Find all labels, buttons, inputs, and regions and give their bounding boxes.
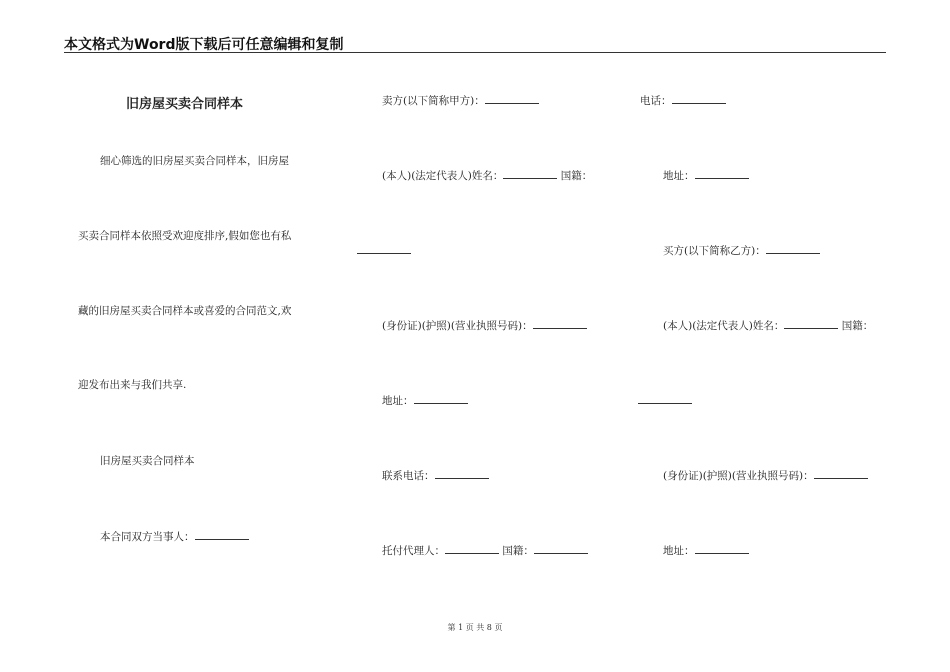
agent-address-blank <box>695 168 749 179</box>
seller-address-label: 地址： <box>382 395 414 407</box>
agent-label: 托付代理人： <box>382 545 445 557</box>
buyer-id-label: (身份证)(护照)(营业执照号码)： <box>663 470 814 482</box>
seller-nationality-label: 国籍： <box>560 170 593 182</box>
seller-id-label: (身份证)(护照)(营业执照号码)： <box>382 320 533 332</box>
buyer-id-blank <box>814 468 868 479</box>
seller-tel-label: 电话： <box>640 95 672 107</box>
seller-address-blank <box>414 393 468 404</box>
seller-tel-field <box>640 93 726 108</box>
seller-nationality-blank <box>357 253 411 254</box>
buyer-nationality-label: 国籍： <box>841 320 874 332</box>
seller-name-field <box>382 168 592 183</box>
seller-label: 卖方(以下简称甲方)： <box>382 95 485 107</box>
seller-name-blank <box>503 168 557 179</box>
buyer-field <box>663 243 820 258</box>
seller-phone-blank <box>435 468 489 479</box>
seller-id-field <box>382 318 587 333</box>
buyer-name-label: (本人)(法定代表人)姓名： <box>663 320 785 332</box>
buyer-nationality-blank <box>638 403 692 404</box>
intro-line-1: 细心筛选的旧房屋买卖合同样本，旧房屋 <box>100 155 289 167</box>
intro-line-4: 迎发布出来与我们共享. <box>78 379 187 391</box>
seller-phone-field <box>382 468 489 483</box>
page-footer: 第 1 页 共 8 页 <box>447 623 503 632</box>
parties-field <box>100 529 249 544</box>
header-text: 本文格式为Word版下载后可任意编辑和复制 <box>64 37 344 53</box>
agent-address-label: 地址： <box>663 170 695 182</box>
seller-name-label: (本人)(法定代表人)姓名： <box>382 170 504 182</box>
buyer-id-field <box>663 468 868 483</box>
buyer-label: 买方(以下简称乙方)： <box>663 245 766 257</box>
buyer-blank <box>766 243 820 254</box>
intro-line-2: 买卖合同样本依照受欢迎度排序,假如您也有私 <box>78 230 292 242</box>
intro-line-3: 藏的旧房屋买卖合同样本或喜爱的合同范文,欢 <box>78 305 292 317</box>
seller-field <box>382 93 539 108</box>
agent-nationality-label: 国籍： <box>502 545 534 557</box>
agent-field <box>382 543 588 558</box>
page-header <box>64 34 886 53</box>
parties-label: 本合同双方当事人： <box>100 531 195 543</box>
buyer-address-blank <box>695 543 749 554</box>
parties-blank <box>195 529 249 540</box>
buyer-address-label: 地址： <box>663 545 695 557</box>
seller-address-field <box>382 393 468 408</box>
buyer-address-field <box>663 543 749 558</box>
seller-blank <box>485 93 539 104</box>
seller-id-blank <box>533 318 587 329</box>
section-subtitle: 旧房屋买卖合同样本 <box>100 455 195 467</box>
document-title: 旧房屋买卖合同样本 <box>126 97 244 112</box>
agent-address-field <box>663 168 749 183</box>
seller-tel-blank <box>672 93 726 104</box>
buyer-name-field <box>663 318 873 333</box>
agent-nationality-blank <box>534 543 588 554</box>
agent-blank <box>445 543 499 554</box>
seller-phone-label: 联系电话： <box>382 470 435 482</box>
buyer-name-blank <box>784 318 838 329</box>
